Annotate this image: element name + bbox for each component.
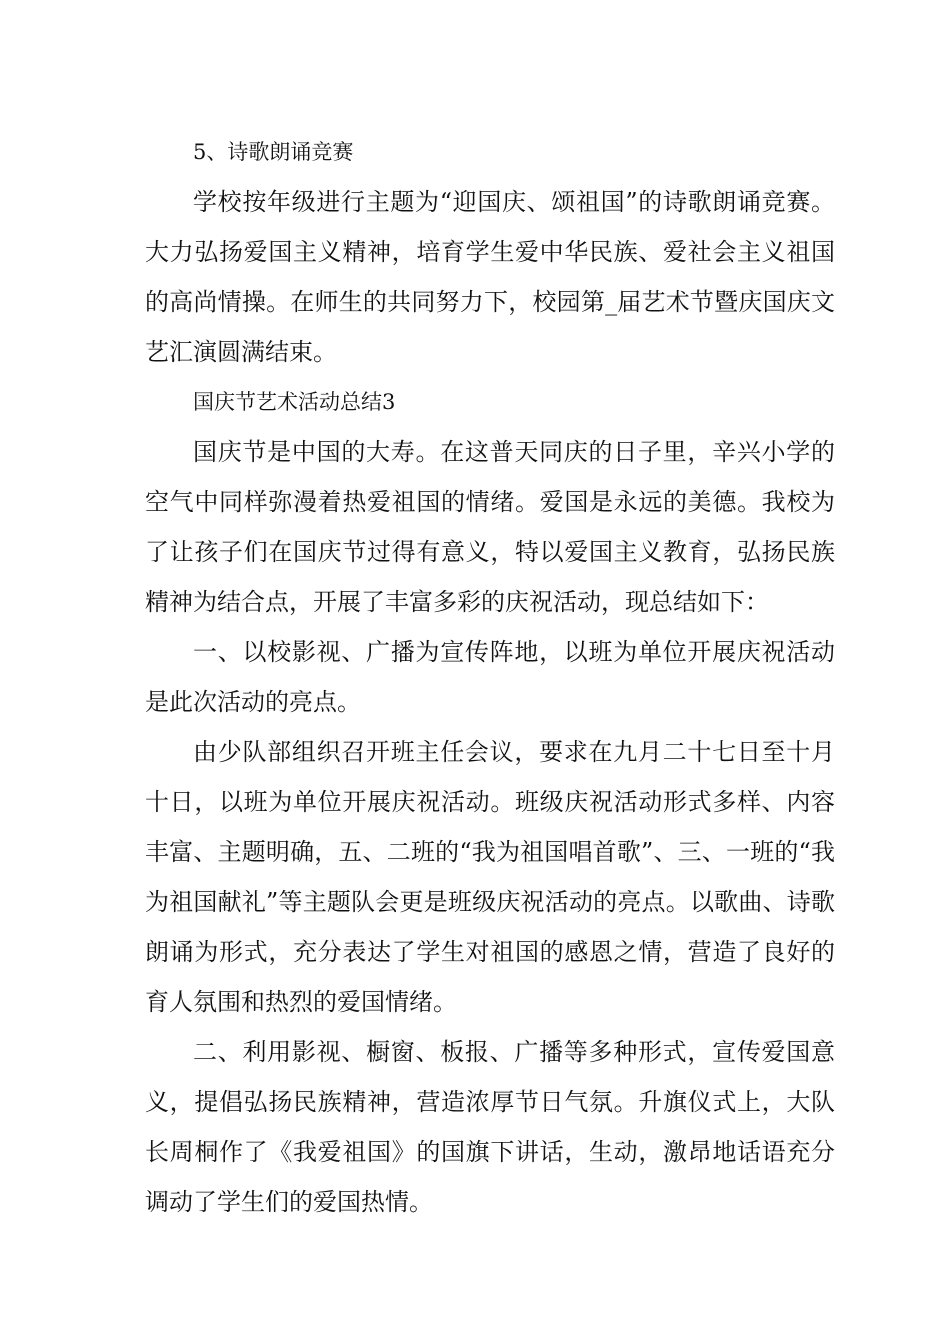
paragraph-class-activities (145, 727, 835, 1027)
paragraph-poetry-contest (145, 177, 835, 377)
paragraph: 国庆节是中国的大寿。在这普天同庆的日子里，辛兴小学的空气中同样弥漫着热爱祖国的情绪。爱国是永远的美德。我校为了让孩子们在国庆节过得有意义，特以爱国主义教育，弘扬民族精神为结合点，开展了丰富多彩的庆祝活动，现总结如下： (145, 438, 835, 616)
section-heading-poetry-contest (145, 127, 835, 177)
paragraph: 由少队部组织召开班主任会议，要求在九月二十七日至十月十日，以班为单位开展庆祝活动。班级庆祝活动形式多样、内容丰富、主题明确，五、二班的“我为祖国唱首歌”、三、一班的“我为祖国献礼”等主题队会更是班级庆祝活动的亮点。以歌曲、诗歌朗诵为形式，充分表达了学生对祖国的感恩之情，营造了良好的育人氛围和热烈的爱国情绪。 (145, 738, 835, 1016)
paragraph-point-one (145, 627, 835, 727)
section-title-summary-3 (145, 377, 835, 427)
section-title: 国庆节艺术活动总结3 (193, 390, 396, 414)
paragraph: 一、以校影视、广播为宣传阵地，以班为单位开展庆祝活动是此次活动的亮点。 (145, 638, 835, 716)
paragraph-point-two (145, 1027, 835, 1227)
paragraph-national-day-intro (145, 427, 835, 627)
paragraph: 学校按年级进行主题为“迎国庆、颂祖国”的诗歌朗诵竞赛。大力弘扬爱国主义精神，培育学生爱中华民族、爱社会主义祖国的高尚情操。在师生的共同努力下，校园第_届艺术节暨庆国庆文艺汇演圆满结束。 (145, 188, 835, 366)
paragraph: 二、利用影视、橱窗、板报、广播等多种形式，宣传爱国意义，提倡弘扬民族精神，营造浓厚节日气氛。升旗仪式上，大队长周桐作了《我爱祖国》的国旗下讲话，生动，激昂地话语充分调动了学生们的爱国热情。 (145, 1038, 835, 1216)
section-heading: 5、诗歌朗诵竞赛 (193, 140, 354, 164)
